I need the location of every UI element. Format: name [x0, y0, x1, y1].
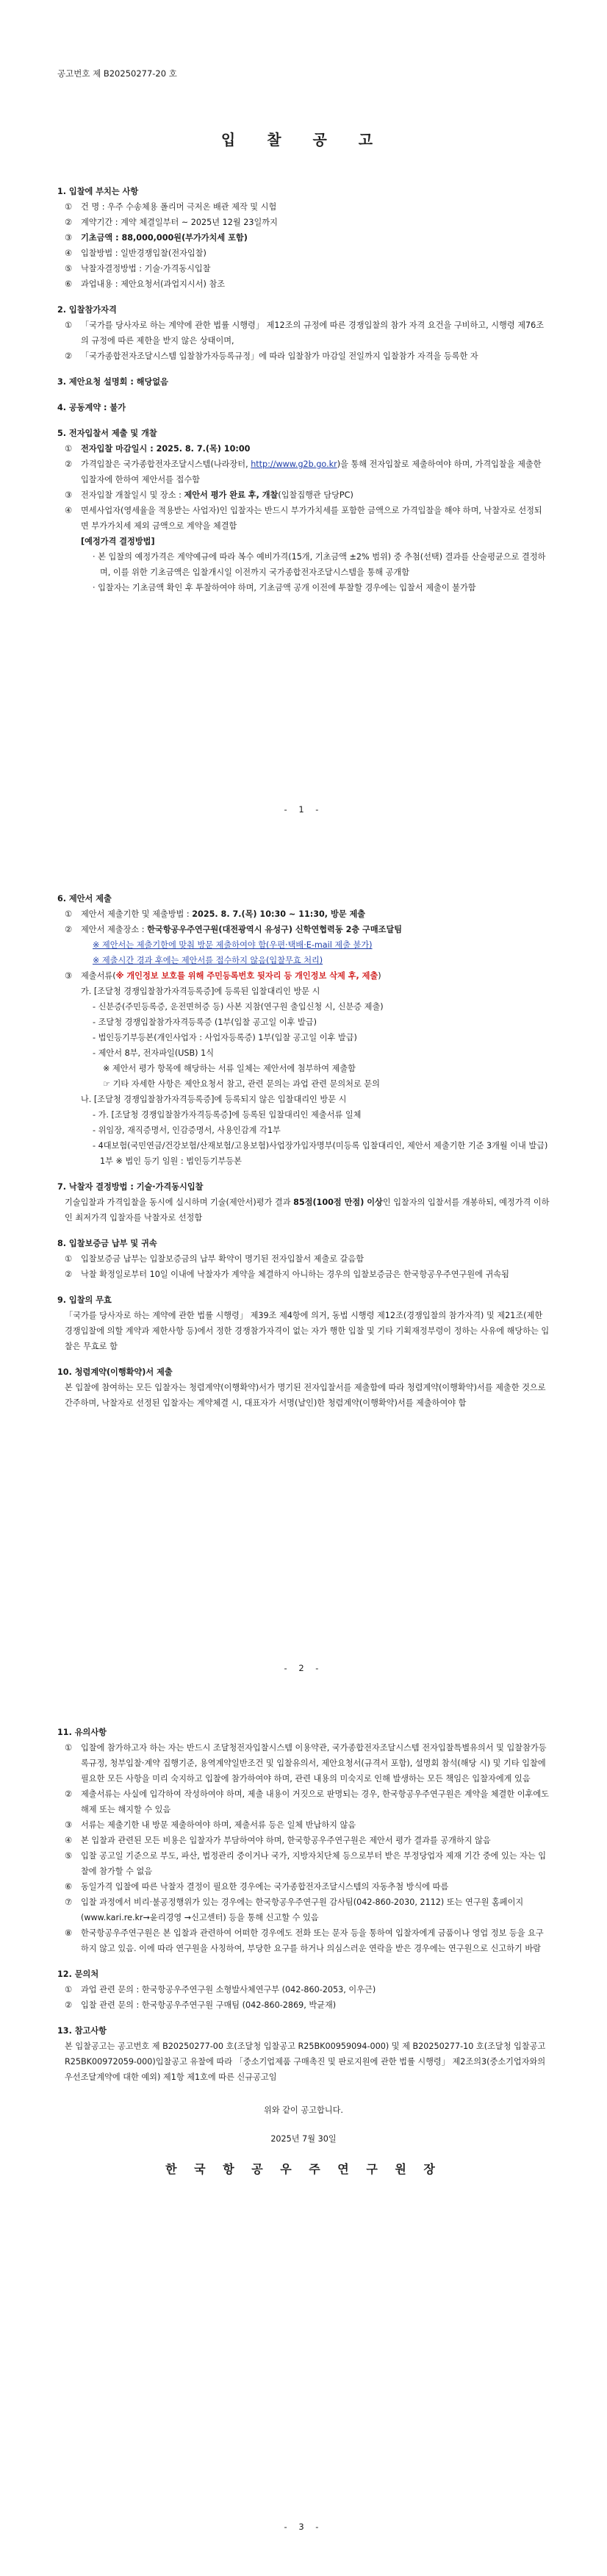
list-item: ② 계약기간 : 계약 체결일부터 ~ 2025년 12월 23일까지 — [65, 218, 278, 227]
doc-number: 공고번호 제 B20250277-20 호 — [57, 68, 177, 79]
list-item: ④ 본 입찰과 관련된 모든 비용은 입찰자가 부담하여야 하며, 한국항공우주연구원은 제안서 평가 결과를 공개하지 않음 — [65, 1836, 491, 1845]
list-item: ⑥ 과업내용 : 제안요청서(과업지시서) 참조 — [65, 279, 226, 289]
page-1 — [0, 0, 607, 859]
section-7-title: 7. 낙찰자 결정방법 : 기술·가격동시입찰 — [57, 1182, 204, 1192]
price-method-heading: [예정가격 결정방법] — [81, 537, 155, 546]
page-number: - 1 - — [284, 804, 323, 815]
subsection-ga: 가. [조달청 경쟁입찰참가자격등록증]에 등록된 입찰대리인 방문 시 — [81, 987, 320, 996]
page-2-content — [57, 891, 550, 1411]
list-item: ② 「국가종합전자조달시스템 입찰참가자등록규정」에 따라 입찰참가 마감일 전일까지 입찰참가 자격을 등록한 자 — [65, 351, 478, 361]
section-5-title: 5. 전자입찰서 제출 및 개찰 — [57, 429, 157, 438]
list-item: ② 낙찰 확정일로부터 10일 이내에 낙찰자가 계약을 체결하지 아니하는 경우의 입찰보증금은 한국항공우주연구원에 귀속됨 — [65, 1270, 509, 1279]
list-item: ① 입찰에 참가하고자 하는 자는 반드시 조달청전자입찰시스템 이용약관, 국가종합전자조달시스템 전자입찰특별유의서 및 입찰참가등록규정, 청부입찰·계약 집행기준, 용역계약일반조건 및 입찰유의서, 제안요청서(규격서 포함), 설명회 참석(해당 시) 및 기타 입찰에 필요한 모든 사항을 미리 숙지하고 입찰에 참가하여야 하며, 관련 내용의 미숙지로 인해 발생하는 모든 책임은 입찰자에게 있음 — [65, 1743, 547, 1783]
page-number: - 3 - — [284, 2522, 323, 2532]
list-item: ① 전자입찰 마감일시 : 2025. 8. 7.(목) 10:00 — [65, 444, 251, 454]
list-item: ① 과업 관련 문의 : 한국항공우주연구원 소형발사체연구부 (042-860-2053, 이우근) — [65, 1985, 376, 1994]
list-item: - 가. [조달청 경쟁입찰참가자격등록증]에 등록된 입찰대리인 제출서류 일체 — [93, 1110, 362, 1120]
section-13-title: 13. 참고사항 — [57, 2026, 107, 2036]
list-item: ② 제출서류는 사실에 입각하여 작성하여야 하며, 제출 내용이 거짓으로 판명되는 경우, 한국항공우주연구원은 계약을 체결한 이후에도 해제 또는 해지할 수 있음 — [65, 1789, 549, 1814]
section-4-title: 4. 공동계약 : 불가 — [57, 403, 126, 412]
list-item: ⑤ 입찰 공고일 기준으로 부도, 파산, 법정관리 중이거나 국가, 지방자치단체 등으로부터 받은 부정당업자 제재 기간 중에 있는 자는 입찰에 참가할 수 없음 — [65, 1851, 547, 1876]
list-item: ① 건 명 : 우주 수송체용 폴리머 극저온 배관 제작 및 시험 — [65, 202, 277, 212]
list-item: ⑤ 낙찰자결정방법 : 기술·가격동시입찰 — [65, 264, 211, 273]
section-2-title: 2. 입찰참가자격 — [57, 305, 117, 315]
price-method-bullet: · 입찰자는 기초금액 확인 후 투찰하여야 하며, 기초금액 공개 이전에 투찰할 경우에는 입찰서 제출이 불가함 — [93, 583, 476, 593]
section-7-body: 기술입찰과 가격입찰을 동시에 실시하며 기술(제안서)평가 결과 85점(100점 만점) 이상인 입찰자의 입찰서를 개봉하되, 예정가격 이하인 최저가격 입찰자를 낙찰자로 선정함 — [65, 1198, 550, 1223]
section-1-list — [57, 199, 550, 292]
list-item: ② 제안서 제출장소 : 한국항공우주연구원(대전광역시 유성구) 신학연협력동 2층 구매조달팀 — [65, 925, 403, 934]
list-item: - 제안서 8부, 전자파일(USB) 1식 — [93, 1048, 215, 1058]
list-item: ① 입찰보증금 납부는 입찰보증금의 납부 확약이 명기된 전자입찰서 제출로 갈음함 — [65, 1254, 364, 1264]
page-number: - 2 - — [284, 1663, 323, 1673]
section-9-body: 「국가를 당사자로 하는 계약에 관한 법률 시행령」 제39조 제4항에 의거, 동법 시행령 제12조(경쟁입찰의 참가자격) 및 제21조(제한경쟁입찰에 의할 계약과 제한사항 등)에서 정한 경쟁참가자격이 없는 자가 행한 입찰 및 기타 기획재정부령이 정하는 사유에 해당하는 입찰은 무효로 함 — [65, 1311, 550, 1351]
g2b-link[interactable]: http://www.g2b.go.kr — [251, 459, 337, 469]
list-item: - 위임장, 재직증명서, 인감증명서, 사용인감계 각1부 — [93, 1126, 281, 1135]
list-item: ⑧ 한국항공우주연구원은 본 입찰과 관련하여 어떠한 경우에도 전화 또는 문자 등을 통하여 입찰자에게 금품이나 영업 정보 등을 요구하지 않고 있음. 이에 따라 연구원을 사칭하여, 부당한 요구를 하거나 의심스러운 연락을 받은 경우에는 연구원으로 신고하기 바람 — [65, 1928, 544, 1953]
notice-date: 2025년 7월 30일 — [270, 2134, 337, 2144]
signer: 한 국 항 공 우 주 연 구 원 장 — [165, 2162, 442, 2176]
note: ※ 제안서는 제출기한에 맞춰 방문 제출하여야 함(우편·택배·E-mail 제출 불가) — [93, 940, 373, 950]
list-item: ④ 면세사업자(영세율을 적용받는 사업자)인 입찰자는 반드시 부가가치세를 포함한 금액으로 가격입찰을 해야 하며, 낙찰자로 선정되면 부가가치세 제외 금액으로 계약을 체결함 — [65, 506, 542, 531]
subsection-na: 나. [조달청 경쟁입찰참가자격등록증]에 등록되지 않은 입찰대리인 방문 시 — [81, 1095, 347, 1104]
list-item: - 신분증(주민등록증, 운전면허증 등) 사본 지참(연구원 출입신청 시, 신분증 제출) — [93, 1002, 384, 1012]
list-item: ② 가격입찰은 국가종합전자조달시스템(나라장터, http://www.g2b.go.kr)을 통해 전자입찰로 제출하여야 하며, 가격입찰을 제출한 입찰자에 한하여 제안서를 접수함 — [65, 459, 542, 484]
note: ※ 제출시간 경과 후에는 제안서를 접수하지 않음(입찰무효 처리) — [93, 956, 323, 965]
note: ※ 제안서 평가 항목에 해당하는 서류 일체는 제안서에 첨부하여 제출함 — [103, 1064, 356, 1073]
list-item: - 4대보험(국민연금/건강보험/산재보험/고용보험)사업장가입자명부(미등록 입찰대리인, 제안서 제출기한 기준 3개월 이내 발급) 1부 ※ 법인 등기 임원 : 법인등기부등본 — [93, 1141, 548, 1166]
section-8-title: 8. 입찰보증금 납부 및 귀속 — [57, 1239, 157, 1248]
list-item: ③ 서류는 제출기한 내 방문 제출하여야 하며, 제출서류 등은 일체 반납하지 않음 — [65, 1820, 356, 1830]
section-6-title: 6. 제안서 제출 — [57, 894, 112, 904]
note: ☞ 기타 자세한 사항은 제안요청서 참고, 관련 문의는 과업 관련 문의처로 문의 — [103, 1079, 380, 1089]
section-3-title: 3. 제안요청 설명회 : 해당없음 — [57, 377, 168, 387]
list-item: ③ 전자입찰 개찰일시 및 장소 : 제안서 평가 완료 후, 개찰(입찰집행관 담당PC) — [65, 490, 353, 500]
section-13-body: 본 입찰공고는 공고번호 제 B20250277-00 호(조달청 입찰공고 R25BK00959094-000) 및 제 B20250277-10 호(조달청 입찰공고 R25BK00972059-000)입찰공고 유찰에 따라 「중소기업제품 구매촉진 및 판로지원에 관한 법률 시행령」 제2조의3(중소기업자와의 우선조달계약에 대한 예외) 제1항 제1호에 따른 신규공고임 — [65, 2042, 546, 2082]
page-3 — [0, 1717, 607, 2576]
page-title: 입 찰 공 고 — [220, 131, 387, 149]
list-item: - 법인등기부등본(개인사업자 : 사업자등록증) 1부(입찰 공고일 이후 발급) — [93, 1033, 357, 1042]
page-2 — [0, 859, 607, 1717]
list-item: ① 제안서 제출기한 및 제출방법 : 2025. 8. 7.(목) 10:30 ~ 11:30, 방문 제출 — [65, 909, 366, 919]
section-10-body: 본 입찰에 참여하는 모든 입찰자는 청렴계약(이행확약)서가 명기된 전자입찰서를 제출함에 따라 청렴계약(이행확약)서를 제출한 것으로 간주하며, 낙찰자로 선정된 입찰자는 계약체결 시, 대표자가 서명(날인)한 청렴계약(이행확약)서를 제출하여야 함 — [65, 1383, 546, 1408]
list-item: ⑦ 입찰 과정에서 비리·불공정행위가 있는 경우에는 한국항공우주연구원 감사팀(042-860-2030, 2112) 또는 연구원 홈페이지(www.kari.re.kr→윤리경영 →신고센터) 등을 통해 신고할 수 있음 — [65, 1897, 524, 1922]
list-item: ③ 제출서류(※ 개인정보 보호를 위해 주민등록번호 뒷자리 등 개인정보 삭제 후, 제출) — [65, 971, 381, 981]
list-item: ④ 입찰방법 : 일반경쟁입찰(전자입찰) — [65, 248, 206, 258]
list-item: ② 입찰 관련 문의 : 한국항공우주연구원 구매팀 (042-860-2869, 박균재) — [65, 2000, 337, 2010]
list-item: ① 「국가를 당사자로 하는 계약에 관한 법률 시행령」 제12조의 규정에 따른 경쟁입찰의 참가 자격 요건을 구비하고, 시행령 제76조의 규정에 따른 제한을 받지 않은 상태이며, — [65, 321, 545, 346]
section-1-title: 1. 입찰에 부치는 사항 — [57, 187, 139, 196]
price-method-bullet: · 본 입찰의 예정가격은 계약예규에 따라 복수 예비가격(15개, 기초금액 ±2% 범위) 중 추첨(선택) 결과를 산술평균으로 결정하며, 이를 위한 기초금액은 입찰개시일 이전까지 국가종합전자조달시스템을 통해 공개함 — [93, 552, 546, 577]
page-3-content — [57, 1725, 550, 2177]
section-11-title: 11. 유의사항 — [57, 1728, 107, 1737]
list-item: - 조달청 경쟁입찰참가자격등록증 (1부(입찰 공고일 이후 발급) — [93, 1017, 317, 1027]
section-12-title: 12. 문의처 — [57, 1969, 99, 1979]
list-item: ③ 기초금액 : 88,000,000원(부가가치세 포함) — [65, 233, 248, 243]
section-10-title: 10. 청렴계약(이행확약)서 제출 — [57, 1367, 173, 1377]
section-9-title: 9. 입찰의 무효 — [57, 1295, 112, 1305]
page-1-content — [57, 184, 550, 595]
list-item: ⑥ 동일가격 입찰에 따른 낙찰자 결정이 필요한 경우에는 국가종합전자조달시스템의 자동추첨 방식에 따름 — [65, 1882, 449, 1892]
closing-text: 위와 같이 공고합니다. — [264, 2105, 343, 2115]
